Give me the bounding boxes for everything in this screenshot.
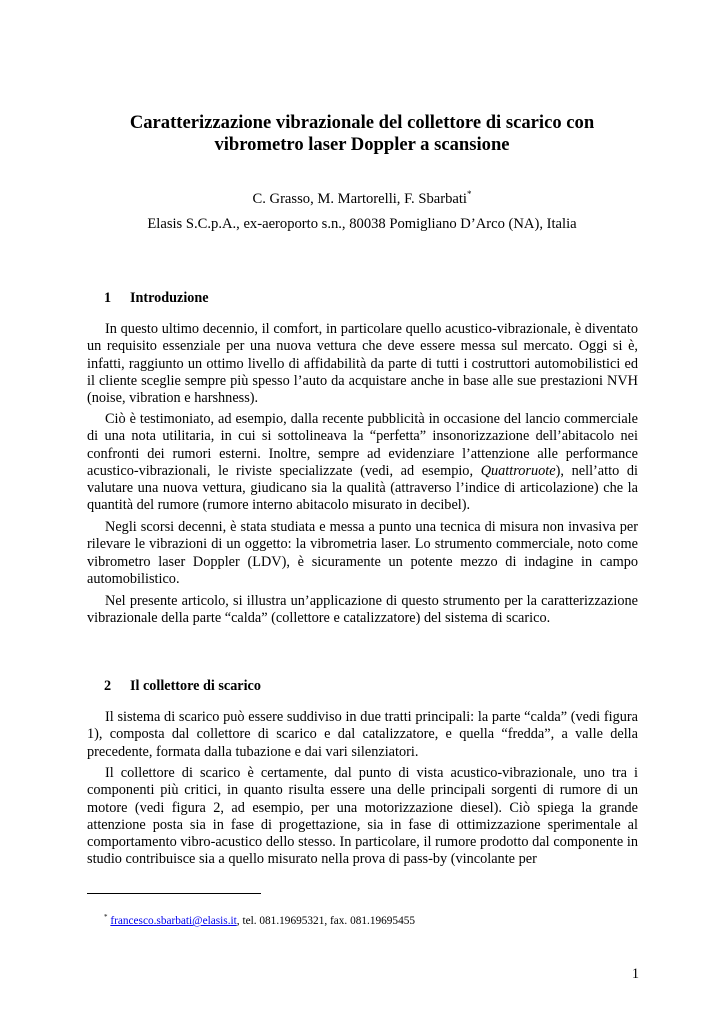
- section-1-title: Introduzione: [130, 290, 209, 306]
- section-1-paragraph-4: Nel presente articolo, si illustra un’applicazione di questo strumento per la caratterizzazione vibrazionale della parte “calda” (collettore e catalizzatore) del sistema di scarico.: [87, 593, 638, 627]
- author-footnote-mark: *: [466, 189, 472, 199]
- section-2-heading: [104, 677, 261, 695]
- section-2-number: 2: [104, 678, 112, 694]
- footnote-separator: [87, 893, 261, 894]
- affiliation: Elasis S.C.p.A., ex-aeroporto s.n., 80038 Pomigliano D’Arco (NA), Italia: [147, 216, 577, 232]
- section-1-number: 1: [104, 290, 112, 306]
- paper-title: [60, 112, 664, 156]
- title-line-2: vibrometro laser Doppler a scansione: [214, 134, 510, 155]
- footnote-mark: *: [104, 913, 108, 921]
- section-2-paragraph-1: Il sistema di scarico può essere suddiviso in due tratti principali: la parte “calda” (vedi figura 1), composta dal collettore di scarico e dal catalizzatore, e quella “fredda”, a valle della precedente, formata dalla tubazione e dai vari silenziatori.: [87, 709, 638, 760]
- page-number: 1: [631, 966, 639, 982]
- paragraph-2-text-a: Ciò è testimoniato, ad esempio, dalla recente pubblicità in occasione del lancio commerciale di una nota utilitaria, in cui si sottolineava la “perfetta” insonorizzazione dell’abitacolo nei confronti dei rumori esterni. Inoltre, sempre ad evidenziare l’attenzione alle performance acustico-vibrazionali, le riviste specializzate (vedi, ad esempio,: [87, 411, 638, 479]
- section-1-paragraph-3: Negli scorsi decenni, è stata studiata e messa a punto una tecnica di misura non invasiva per rilevare le vibrazioni di un oggetto: la vibrometria laser. Lo strumento commerciale, noto come vibrometro laser Doppler (LDV), è sicuramente un potente mezzo di indagine in campo automobilistico.: [87, 519, 638, 587]
- title-line-1: Caratterizzazione vibrazionale del collettore di scarico con: [129, 112, 595, 133]
- paragraph-2-text-b: ), nell’atto di valutare una nuova vettura, giudicano sia la qualità (attraverso l’indice di articolazione) che la quantità del rumore (rumore interno abitacolo misurato in decibel).: [87, 462, 638, 514]
- authors-text: C. Grasso, M. Martorelli, F. Sbarbati: [252, 191, 467, 207]
- author-list: [60, 190, 664, 208]
- section-2-title: Il collettore di scarico: [130, 678, 261, 694]
- magazine-name: Quattroruote: [480, 462, 556, 479]
- section-1-heading: [104, 289, 209, 307]
- footnote-contact: , tel. 081.19695321, fax. 081.19695455: [236, 915, 416, 927]
- footnote: [104, 914, 415, 928]
- section-1-paragraph-2: [87, 411, 638, 515]
- section-1-paragraph-1: In questo ultimo decennio, il comfort, in particolare quello acustico-vibrazionale, è diventato un requisito essenziale per una nuova vettura che deve essere messa sul mercato. Oggi si è, infatti, raggiunto un ottimo livello di affidabilità da parte di tutti i costruttori automobilistici ed il cliente sceglie sempre più spesso l’auto da acquistare anche in base alle sue prestazioni NVH (noise, vibration e harshness).: [87, 321, 638, 407]
- email-link[interactable]: francesco.sbarbati@elasis.it: [110, 915, 237, 927]
- section-2-paragraph-2: Il collettore di scarico è certamente, dal punto di vista acustico-vibrazionale, uno tra i componenti più critici, in quanto risulta essere una delle principali sorgenti di rumore di un motore (vedi figura 2, ad esempio, per una motorizzazione diesel). Ciò spiega la grande attenzione posta sia in fase di progettazione, sia in fase di ottimizzazione sperimentale al comportamento vibro-acustico dello stesso. In particolare, il rumore prodotto dal componente in studio contribuisce sia a quello misurato nella prova di pass-by (vincolante per: [87, 765, 638, 868]
